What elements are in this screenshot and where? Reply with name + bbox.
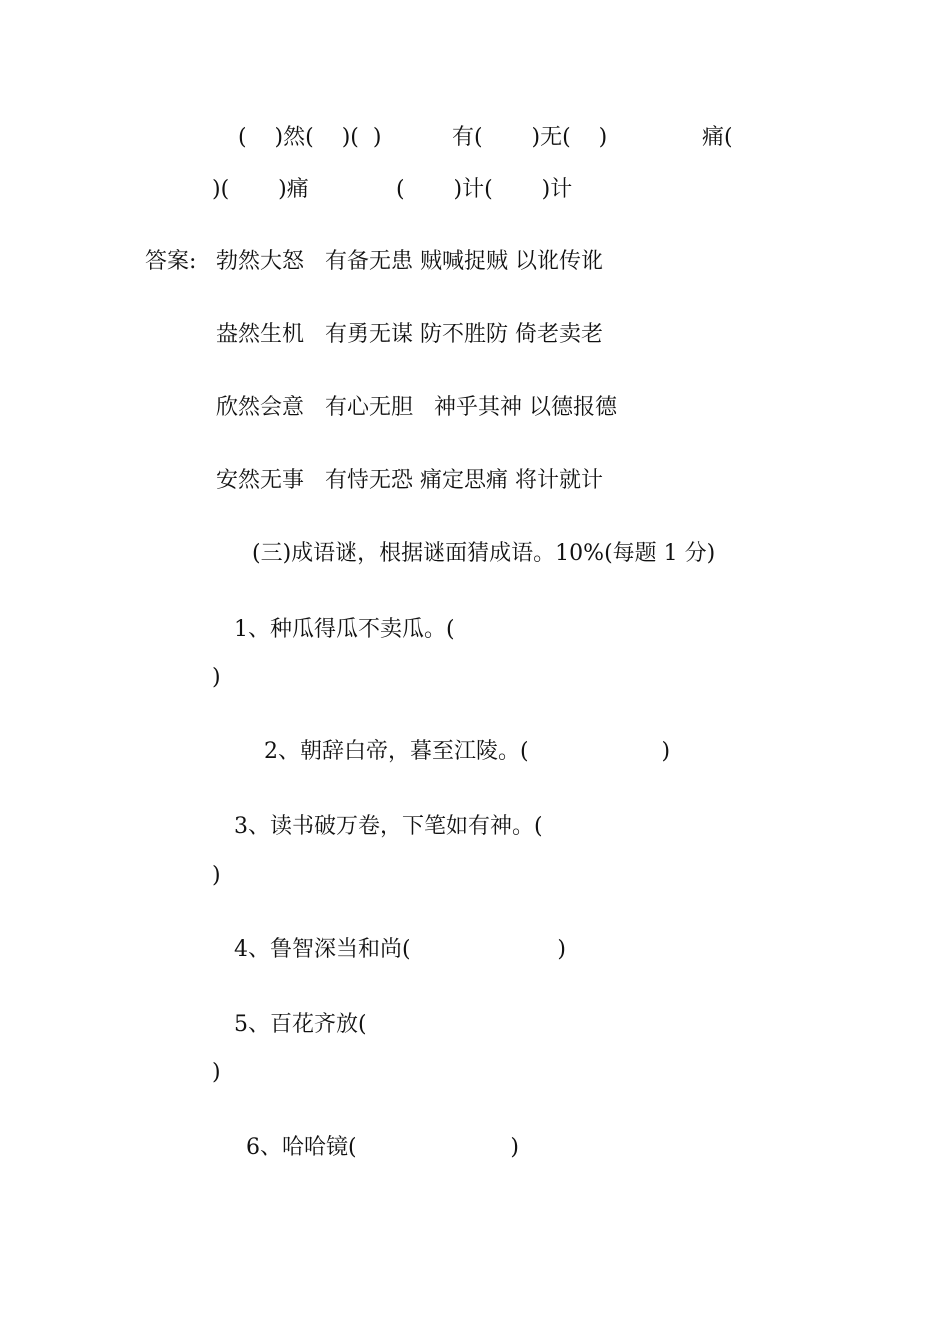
blank-line-1c: 痛( (702, 125, 733, 150)
blank-line-1a: ( )然( )( ) (238, 125, 382, 150)
question-1-close: ) (212, 665, 221, 690)
answer-row-2: 盎然生机 有勇无谋 防不胜防 倚老卖老 (216, 322, 603, 347)
question-2: 2、朝辞白帝，暮至江陵。( ) (264, 739, 671, 764)
section-heading: (三)成语谜，根据谜面猜成语。10%(每题 1 分) (252, 541, 716, 566)
question-5-close: ) (212, 1060, 221, 1085)
question-3: 3、读书破万卷，下笔如有神。( (234, 814, 543, 839)
question-5: 5、百花齐放( (234, 1012, 367, 1037)
question-1: 1、种瓜得瓜不卖瓜。( (234, 617, 455, 642)
answer-row-3: 欣然会意 有心无胆 神乎其神 以德报德 (216, 395, 617, 420)
question-4: 4、鲁智深当和尚( ) (234, 937, 567, 962)
blank-line-1b: 有( )无( ) (452, 125, 608, 150)
question-3-close: ) (212, 863, 221, 888)
question-6: 6、哈哈镜( ) (246, 1135, 520, 1160)
answer-row-1: 勃然大怒 有备无患 贼喊捉贼 以讹传讹 (216, 249, 603, 274)
blank-line-2b: ( )计( )计 (396, 177, 573, 202)
blank-line-2a: )( )痛 (212, 177, 309, 202)
answer-row-4: 安然无事 有恃无恐 痛定思痛 将计就计 (216, 468, 603, 493)
answer-label: 答案: (145, 249, 197, 274)
